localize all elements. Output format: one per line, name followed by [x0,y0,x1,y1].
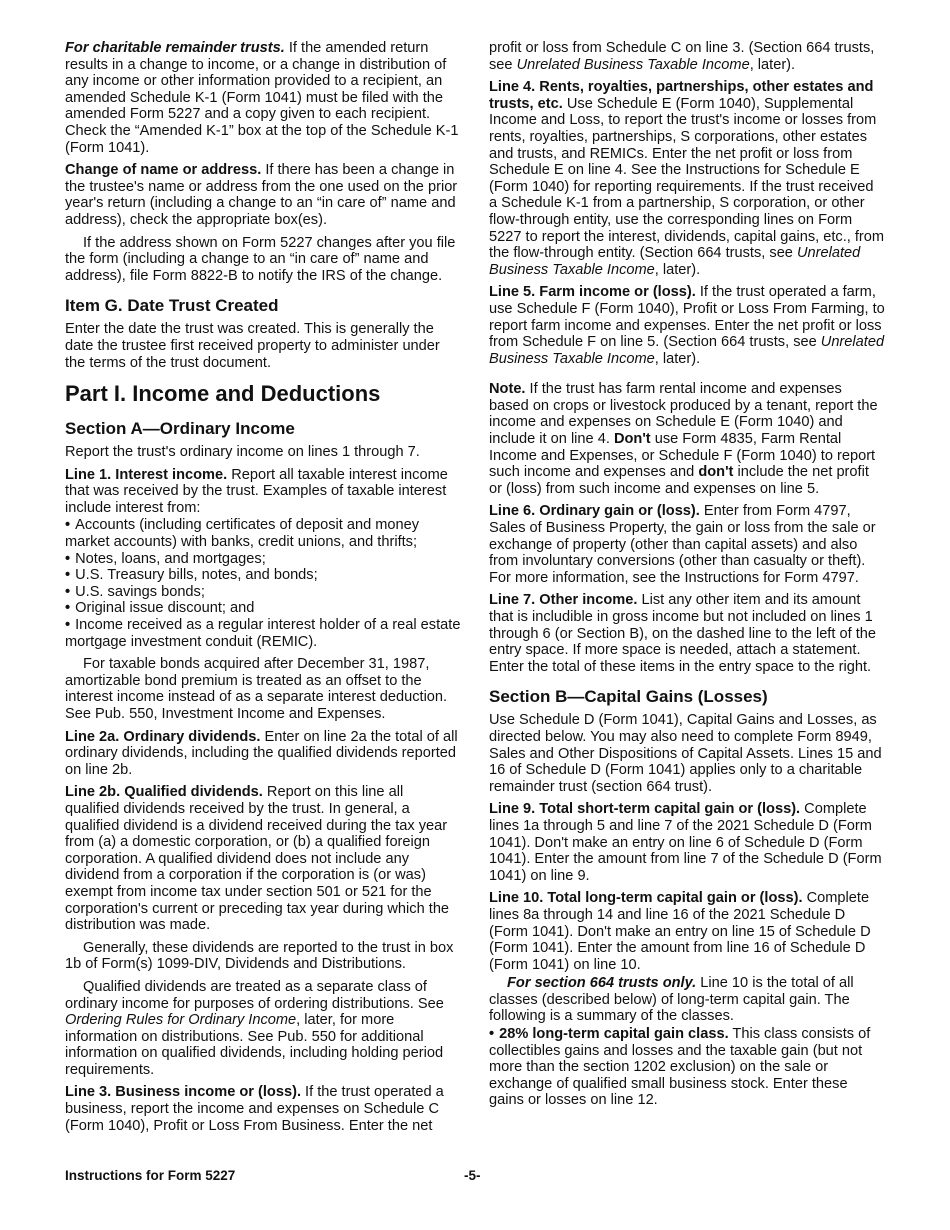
right-column [489,40,885,1115]
bond-premium-paragraph: For taxable bonds acquired after December 31, 1987, amortizable bond premium is treated as an offset to the interest income instead of as a separate interest deduction. See Pub. 550, Investment Income and Expenses. [65,656,448,722]
list-item: • U.S. Treasury bills, notes, and bonds; [65,567,461,584]
section-b-text: Use Schedule D (Form 1041), Capital Gains and Losses, as directed below. You may also need to complete Form 8949, Sales and Other Dispositions of Capital Assets. Lines 15 and 16 of Schedule D (Form 1041) applies only to a charitable remainder trust (section 664 trust). [489,712,882,795]
line4-paragraph: Line 4. Rents, royalties, partnerships, other estates and trusts, etc. Use Schedule E (Form 1040), Supplemental Income and Loss, to report the trust's income or losses from rents, royalties, partnerships, S corporations, other estates and trusts, and REMICs. Enter the net profit or loss from Schedule E on line 4. See the Instructions for Schedule E (Form 1040) for reporting requirements. If the trust received a Schedule K-1 from a partnership, S corporation, or other flow-through entity, use the corresponding lines on Form 5227 to report the interest, dividends, capital gains, etc., from the flow-through entity. (Section 664 trusts, see Unrelated Business Taxable Income, later). [489,79,885,278]
line1-paragraph: Line 1. Interest income. Report all taxable interest income that was received by the trust. Examples of taxable interest include interest from: [65,466,448,516]
line7-paragraph: Line 7. Other income. List any other item and its amount that is includible in gross income but not included on lines 1 through 6 (or Section B), on the dashed line to the left of the entry space. If more space is needed, attach a statement. Enter the total of these items in the entry space to the right. [489,592,876,675]
list-item: • 28% long-term capital gain class. This class consists of collectibles gains and losses and the taxable gain (but not more than the section 1202 exclusion) on the sale or exchange of qualified small business stock. Enter these gains or losses on line 12. [489,1026,885,1109]
section-a-text: Report the trust's ordinary income on lines 1 through 7. [65,444,420,461]
page-number: -5- [464,1168,481,1183]
line6-paragraph: Line 6. Ordinary gain or (loss). Enter from Form 4797, Sales of Business Property, the gain or loss from the sale or exchange of property (other than capital assets) and also from involuntary conversions (other than casualty or theft). For more information, see the Instructions for Form 4797. [489,503,876,586]
change-name-paragraph: Change of name or address. If there has been a change in the trustee's name or address from the one used on the prior year's return (including a change to an “in care of” name and address), check the appropriate box(es). [65,162,458,228]
item-g-text: Enter the date the trust was created. This is generally the date the trustee first received property to administer under the terms of the trust document. [65,321,440,371]
section-b-heading: Section B—Capital Gains (Losses) [489,687,768,707]
section-a-heading: Section A—Ordinary Income [65,419,295,439]
part1-heading: Part I. Income and Deductions [65,381,381,407]
address-change-paragraph: If the address shown on Form 5227 changes after you file the form (including a change to an “in care of” name and address), file Form 8822-B to notify the IRS of the change. [65,234,456,284]
footer-title: Instructions for Form 5227 [65,1168,236,1183]
line3-paragraph: Line 3. Business income or (loss). If the trust operated a business, report the income and expenses on Schedule C (Form 1040), Profit or Loss From Business. Enter the net [65,1084,444,1134]
list-item: • Original issue discount; and [65,600,461,617]
note-paragraph: Note. If the trust has farm rental income and expenses based on crops or livestock produced by a tenant, report the income and expenses on Schedule E (Form 1040) and include it on line 4. Don't use Form 4835, Farm Rental Income and Expenses, or Schedule F (Form 1040) to report such income and expenses and don't include the net profit or (loss) from such income and expenses on line 5. [489,381,878,497]
line5-paragraph: Line 5. Farm income or (loss). If the trust operated a farm, use Schedule F (Form 1040), Profit or Loss From Farming, to report farm income and expenses. Enter the net profit or loss from Schedule F on line 5. (Section 664 trusts, see Unrelated Business Taxable Income, later). [489,284,885,367]
class-bullet-list [489,1026,885,1109]
qualified-paragraph: Qualified dividends are treated as a separate class of ordinary income for purposes of ordering distributions. See Ordering Rules for Ordinary Income, later, for more information on distributions. See Pub. 550 for additional information on qualified dividends, including holding period requirements. [65,978,444,1078]
left-column [65,40,461,1140]
line9-paragraph: Line 9. Total short-term capital gain or (loss). Complete lines 1a through 5 and line 7 of the 2021 Schedule D (Form 1041). Don't make an entry on line 6 of Schedule D (Form 1041). Enter the amount from line 7 of the Schedule D (Form 1041) on line 9. [489,801,882,884]
item-g-heading: Item G. Date Trust Created [65,296,279,316]
generally-paragraph: Generally, these dividends are reported to the trust in box 1b of Form(s) 1099-DIV, Dividends and Distributions. [65,939,454,973]
list-item: • Income received as a regular interest holder of a real estate mortgage investment conduit (REMIC). [65,617,461,650]
charitable-paragraph: For charitable remainder trusts. If the amended return results in a change to income, or a change in distribution of any income or other information provided to a recipient, an amended Schedule K-1 (Form 1041) must be filed with the amended Form 5227 and a copy given to each recipient. Check the “Amended K-1” box at the top of the Schedule K-1 (Form 1041). [65,40,459,156]
interest-bullet-list [65,517,461,650]
section-664-paragraph: For section 664 trusts only. Line 10 is the total of all classes (described below) of long-term capital gain. The following is a summary of the classes. [489,975,854,1025]
line2b-paragraph: Line 2b. Qualified dividends. Report on this line all qualified dividends received by the trust. In general, a qualified dividend is a dividend received during the tax year from (a) a domestic corporation, or (b) a qualified foreign corporation. A qualified dividend does not include any dividend from a corporation if the corporation is (or was) exempt from income tax under section 501 or 521 for the corporation's current or preceding tax year during which the distribution was made. [65,784,450,934]
list-item: • Notes, loans, and mortgages; [65,551,461,568]
line10-paragraph: Line 10. Total long-term capital gain or (loss). Complete lines 8a through 14 and line 16 of the 2021 Schedule D (Form 1041). Don't make an entry on line 15 of Schedule D (Form 1041). Enter the amount from line 16 of Schedule D (Form 1041) on line 10. [489,890,871,973]
list-item: • U.S. savings bonds; [65,584,461,601]
list-item: • Accounts (including certificates of deposit and money market accounts) with banks, credit unions, and thrifts; [65,517,461,550]
line2a-paragraph: Line 2a. Ordinary dividends. Enter on line 2a the total of all ordinary dividends, including the qualified dividends reported on line 2b. [65,728,458,778]
line3-continued: profit or loss from Schedule C on line 3. (Section 664 trusts, see Unrelated Business Taxable Income, later). [489,40,875,73]
